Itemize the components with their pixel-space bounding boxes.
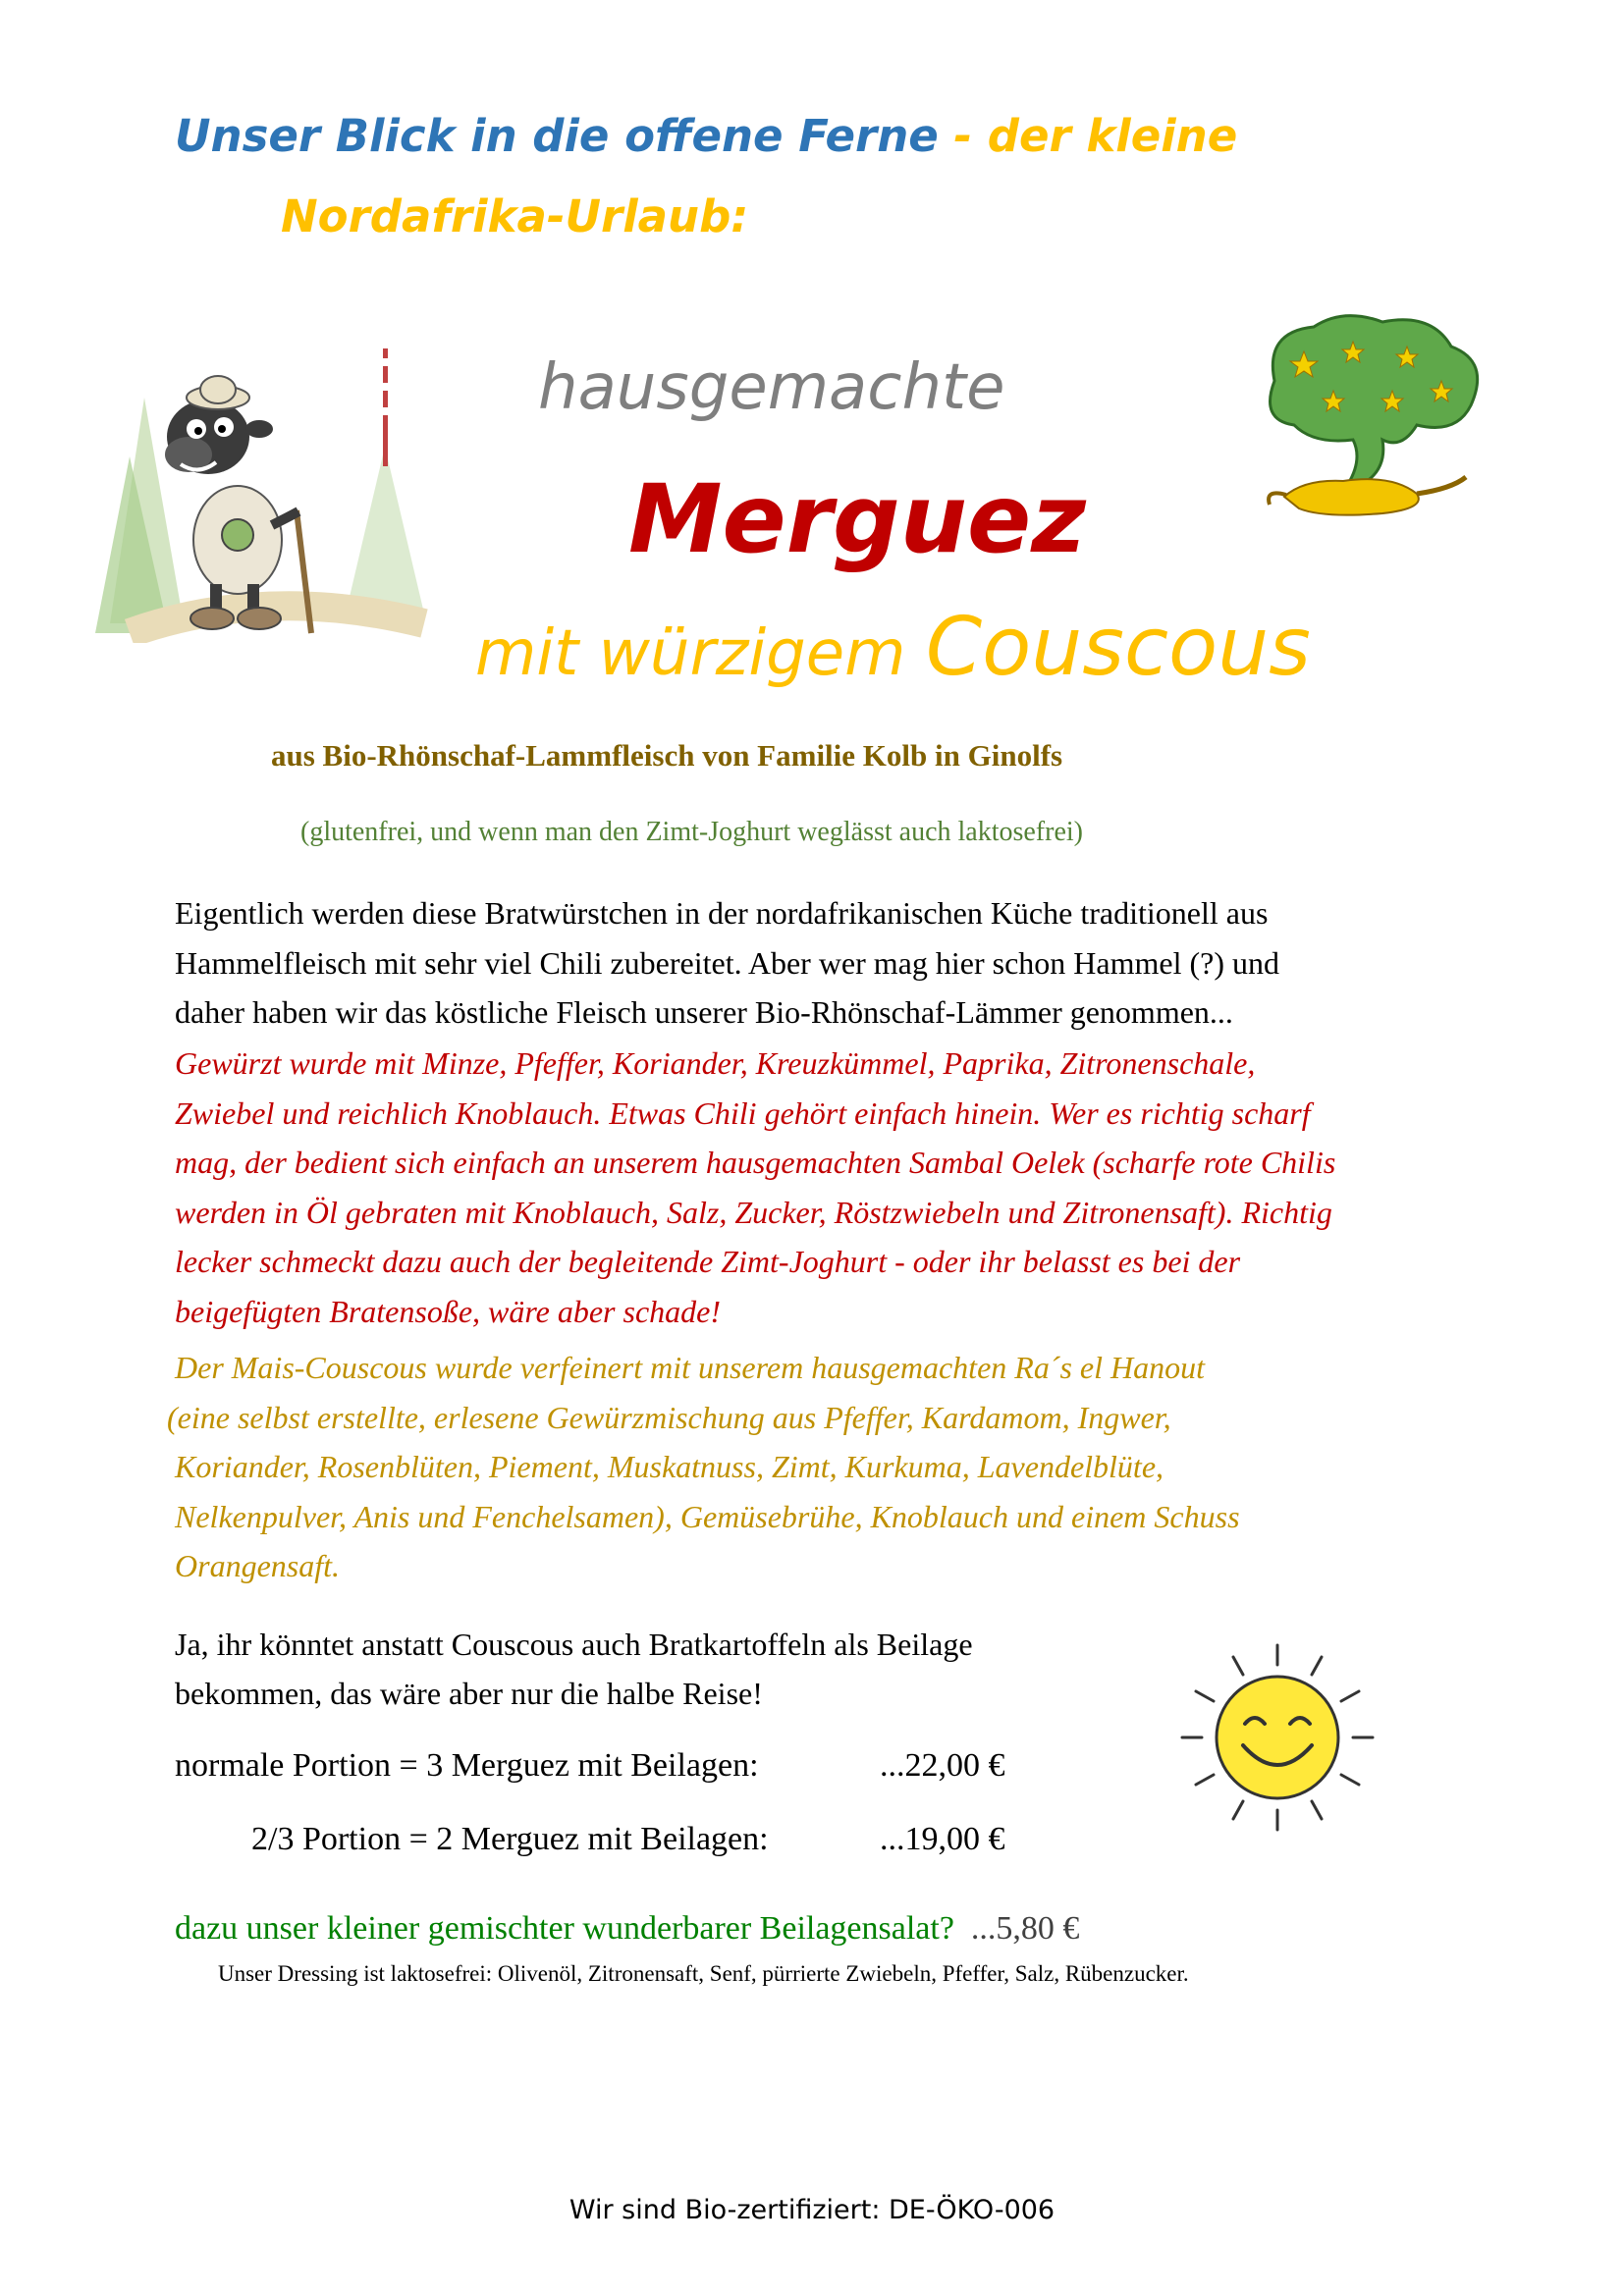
seasoning-line: beigefügten Bratensoße, wäre aber schade! <box>175 1293 722 1329</box>
title-line-2: Nordafrika-Urlaub: <box>281 190 749 242</box>
title-separator: - <box>938 110 988 162</box>
couscous-paragraph <box>167 1343 1510 1591</box>
dish-subtitle <box>475 601 1311 694</box>
couscous-line: (eine selbst erstellte, erlesene Gewürzmischung aus Pfeffer, Kardamom, Ingwer, <box>167 1399 1171 1435</box>
price-row-normal-value: ...22,00 € <box>880 1747 1005 1784</box>
side-dish-note-line: Ja, ihr könntet anstatt Couscous auch Bratkartoffeln als Beilage <box>175 1627 973 1662</box>
seasoning-paragraph <box>175 1039 1510 1336</box>
side-dish-note <box>175 1620 973 1718</box>
intro-line: Hammelfleisch mit sehr viel Chili zubereitet. Aber wer mag hier schon Hammel (?) und <box>175 944 1279 981</box>
dish-prefix: hausgemachte <box>538 351 1005 424</box>
seasoning-line: mag, der bedient sich einfach an unserem hausgemachten Sambal Oelek (scharfe rote Chilis <box>175 1145 1336 1180</box>
side-salad-price <box>954 1910 1080 1947</box>
side-salad-price-value: ...5,80 € <box>970 1910 1080 1947</box>
dressing-note: Unser Dressing ist laktosefrei: Olivenöl, Zitronensaft, Senf, pürrierte Zwiebeln, Pfeffer, Salz, Rübenzucker. <box>218 1961 1189 1986</box>
intro-line: Eigentlich werden diese Bratwürstchen in der nordafrikanischen Küche traditionell aus <box>175 895 1269 931</box>
dish-name: Merguez <box>628 464 1087 574</box>
side-salad-label: dazu unser kleiner gemischter wunderbarer Beilagensalat? <box>175 1910 954 1947</box>
intro-paragraph <box>175 888 1510 1038</box>
couscous-line: Koriander, Rosenblüten, Piement, Muskatnuss, Zimt, Kurkuma, Lavendelblüte, <box>175 1449 1164 1484</box>
side-salad-offer <box>175 1910 1079 1948</box>
allergy-note: (glutenfrei, und wenn man den Zimt-Joghurt weglässt auch laktosefrei) <box>300 817 1083 847</box>
title-gold-part: der kleine <box>987 110 1238 162</box>
organic-certification-footer: Wir sind Bio-zertifiziert: DE-ÖKO-006 <box>568 2195 1056 2225</box>
meat-source: aus Bio-Rhönschaf-Lammfleisch von Familie Kolb in Ginolfs <box>271 738 1063 773</box>
title-line-1 <box>175 110 1237 162</box>
seasoning-line: lecker schmeckt dazu auch der begleitende Zimt-Joghurt - oder ihr belasst es bei der <box>175 1244 1241 1279</box>
hiking-sheep-illustration <box>90 339 434 643</box>
smiling-sun-illustration <box>1174 1637 1380 1839</box>
couscous-line: Orangensaft. <box>175 1548 340 1583</box>
dish-subtitle-couscous: Couscous <box>925 601 1311 694</box>
dish-subtitle-prefix: mit würzigem <box>475 617 926 690</box>
couscous-line: Der Mais-Couscous wurde verfeinert mit unserem hausgemachten Ra´s el Hanout <box>175 1350 1206 1385</box>
genie-lamp-illustration <box>1245 312 1520 518</box>
intro-line: daher haben wir das köstliche Fleisch unserer Bio-Rhönschaf-Lämmer genommen... <box>175 994 1233 1030</box>
price-row-two-thirds-label: 2/3 Portion = 2 Merguez mit Beilagen: <box>251 1821 769 1857</box>
title-blue-part: Unser Blick in die offene Ferne <box>175 110 939 162</box>
couscous-line: Nelkenpulver, Anis und Fenchelsamen), Gemüsebrühe, Knoblauch und einem Schuss <box>175 1498 1240 1534</box>
price-row-two-thirds-value: ...19,00 € <box>880 1821 1005 1857</box>
seasoning-line: Gewürzt wurde mit Minze, Pfeffer, Koriander, Kreuzkümmel, Paprika, Zitronenschale, <box>175 1045 1256 1081</box>
price-row-normal-label: normale Portion = 3 Merguez mit Beilagen: <box>175 1747 759 1784</box>
side-dish-note-line: bekommen, das wäre aber nur die halbe Reise! <box>175 1676 763 1711</box>
seasoning-line: Zwiebel und reichlich Knoblauch. Etwas Chili gehört einfach hinein. Wer es richtig scharf <box>175 1095 1311 1131</box>
seasoning-line: werden in Öl gebraten mit Knoblauch, Salz, Zucker, Röstzwiebeln und Zitronensaft). Richtig <box>175 1194 1332 1230</box>
